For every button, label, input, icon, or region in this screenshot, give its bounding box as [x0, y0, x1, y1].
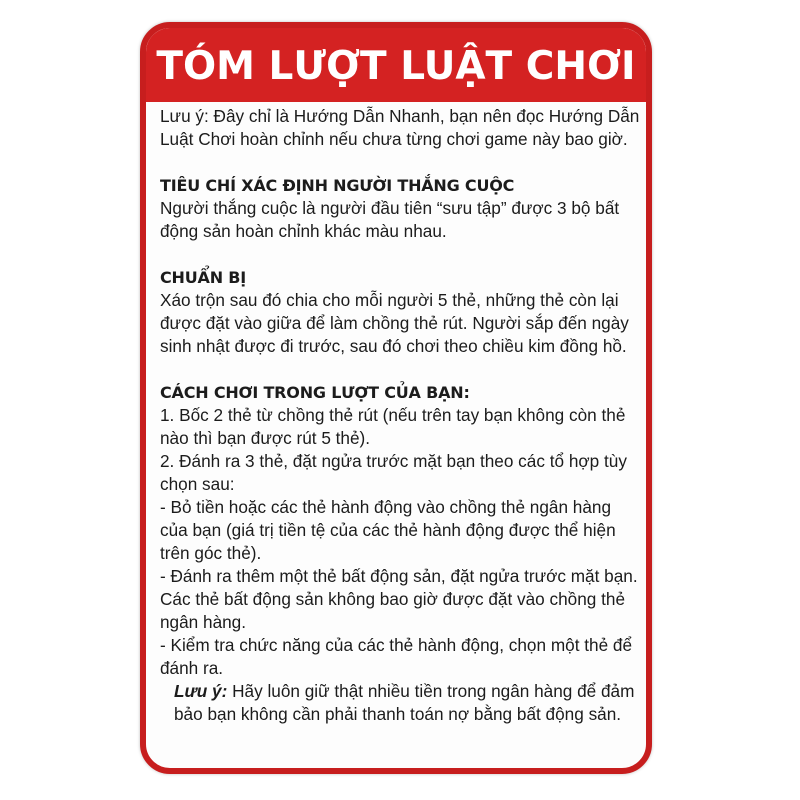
winner-criteria-text: Người thắng cuộc là người đầu tiên “sưu tập” được 3 bộ bất động sản hoàn chỉnh khác màu nhau. [160, 198, 620, 241]
tip-note [160, 680, 640, 726]
turn-option-action: - Kiểm tra chức năng của các thẻ hành động, chọn một thẻ để đánh ra. [160, 635, 633, 678]
card-title: TÓM LƯỢT LUẬT CHƠI [156, 43, 636, 89]
winner-criteria-heading: TIÊU CHÍ XÁC ĐỊNH NGƯỜI THẮNG CUỘC [160, 176, 515, 195]
setup-text: Xáo trộn sau đó chia cho mỗi người 5 thẻ, những thẻ còn lại được đặt vào giữa để làm chồng thẻ rút. Người sắp đến ngày sinh nhật được đi trước, sau đó chơi theo chiều kim đồng hồ. [160, 290, 629, 356]
tip-note-label: Lưu ý: [174, 681, 228, 701]
turn-heading: CÁCH CHƠI TRONG LƯỢT CỦA BẠN: [160, 383, 470, 402]
tip-note-text: Hãy luôn giữ thật nhiều tiền trong ngân hàng để đảm bảo bạn không cần phải thanh toán nợ bằng bất động sản. [174, 681, 635, 724]
card-body [160, 105, 640, 726]
turn-step-draw: 1. Bốc 2 thẻ từ chồng thẻ rút (nếu trên tay bạn không còn thẻ nào thì bạn được rút 5 thẻ). [160, 405, 626, 448]
turn-option-property: - Đánh ra thêm một thẻ bất động sản, đặt ngửa trước mặt bạn. Các thẻ bất động sản không bao giờ được đặt vào chồng thẻ ngân hàng. [160, 566, 638, 632]
setup-heading: CHUẨN BỊ [160, 268, 247, 287]
turn-step-play: 2. Đánh ra 3 thẻ, đặt ngửa trước mặt bạn theo các tổ hợp tùy chọn sau: [160, 451, 627, 494]
intro-note: Lưu ý: Đây chỉ là Hướng Dẫn Nhanh, bạn nên đọc Hướng Dẫn Luật Chơi hoàn chỉnh nếu chưa từng chơi game này bao giờ. [160, 106, 640, 149]
turn-option-bank: - Bỏ tiền hoặc các thẻ hành động vào chồng thẻ ngân hàng của bạn (giá trị tiền tệ của các thẻ hành động được thể hiện trên góc thẻ). [160, 497, 616, 563]
card-header [146, 28, 646, 102]
rules-summary-card [140, 22, 652, 774]
